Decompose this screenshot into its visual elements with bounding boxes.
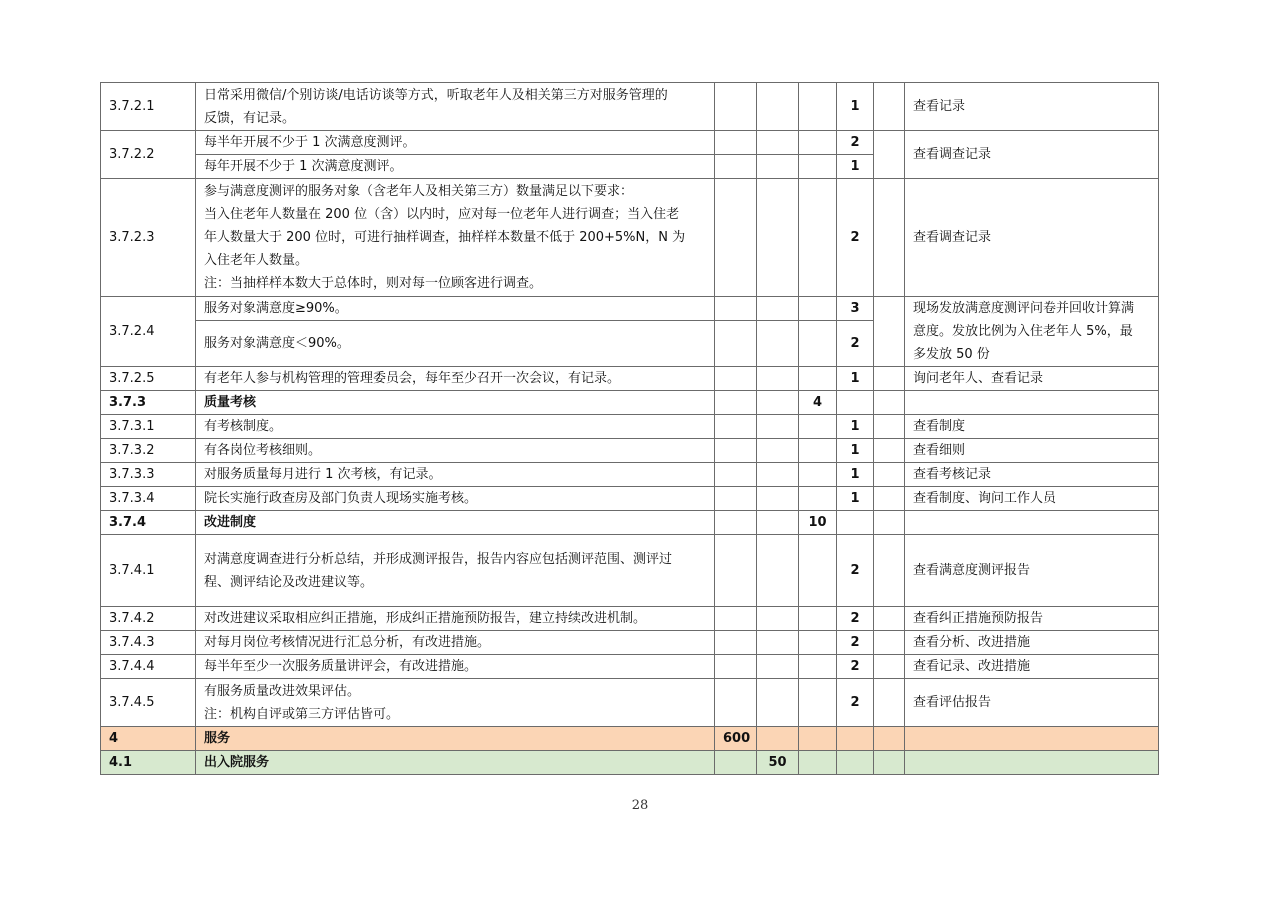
requirement-line: 对满意度调查进行分析总结，并形成测评报告，报告内容应包括测评范围、测评过 [204, 551, 673, 567]
empty-cell [715, 751, 757, 775]
empty-cell [715, 631, 757, 655]
empty-cell [757, 179, 799, 297]
evaluation-method: 查看考核记录 [905, 463, 1159, 487]
requirement-line: 程、测评结论及改进建议等。 [204, 574, 374, 590]
empty-cell [874, 631, 905, 655]
item-requirement: 院长实施行政查房及部门负责人现场实施考核。 [196, 487, 715, 511]
subsection-title: 质量考核 [196, 391, 715, 415]
method-line: 意度。发放比例为入住老年人 5%，最 [913, 324, 1133, 339]
empty-cell [874, 511, 905, 535]
section-code: 4 [101, 727, 196, 751]
empty-cell [874, 727, 905, 751]
empty-cell [905, 751, 1159, 775]
subsection-code: 3.7.4 [101, 511, 196, 535]
item-requirement: 有考核制度。 [196, 415, 715, 439]
item-score: 1 [837, 463, 874, 487]
evaluation-method: 查看调查记录 [905, 179, 1159, 297]
empty-cell [715, 535, 757, 607]
empty-cell [757, 727, 799, 751]
empty-cell [757, 679, 799, 727]
empty-cell [874, 415, 905, 439]
requirement-line: 入住老年人数量。 [204, 253, 309, 268]
item-code: 3.7.2.3 [101, 179, 196, 297]
empty-cell [874, 487, 905, 511]
empty-cell [799, 83, 837, 131]
item-code: 3.7.4.5 [101, 679, 196, 727]
empty-cell [874, 751, 905, 775]
empty-cell [715, 607, 757, 631]
empty-cell [874, 367, 905, 391]
evaluation-method: 查看制度 [905, 415, 1159, 439]
item-requirement [196, 679, 715, 727]
item-code: 3.7.2.1 [101, 83, 196, 131]
empty-cell [757, 131, 799, 155]
subsection-code: 4.1 [101, 751, 196, 775]
item-code: 3.7.4.4 [101, 655, 196, 679]
empty-cell [874, 131, 905, 179]
table-row [101, 655, 1159, 679]
table-row [101, 607, 1159, 631]
empty-cell [757, 655, 799, 679]
table-row [101, 297, 1159, 321]
empty-cell [757, 607, 799, 631]
subsection-title: 出入院服务 [196, 751, 715, 775]
table-row [101, 631, 1159, 655]
requirement-line: 注：机构自评或第三方评估皆可。 [204, 706, 400, 722]
empty-cell [715, 439, 757, 463]
item-requirement: 对服务质量每月进行 1 次考核，有记录。 [196, 463, 715, 487]
empty-cell [799, 321, 837, 367]
subsection-score: 50 [757, 751, 799, 775]
empty-cell [757, 83, 799, 131]
evaluation-method: 查看纠正措施预防报告 [905, 607, 1159, 631]
item-code: 3.7.4.2 [101, 607, 196, 631]
empty-cell [799, 727, 837, 751]
evaluation-method [905, 297, 1159, 367]
empty-cell [837, 751, 874, 775]
item-code: 3.7.3.4 [101, 487, 196, 511]
empty-cell [799, 367, 837, 391]
empty-cell [799, 607, 837, 631]
empty-cell [799, 439, 837, 463]
item-score: 2 [837, 179, 874, 297]
item-requirement: 每年开展不少于 1 次满意度测评。 [196, 155, 715, 179]
item-requirement: 服务对象满意度＜90%。 [196, 321, 715, 367]
empty-cell [799, 463, 837, 487]
empty-cell [837, 391, 874, 415]
item-requirement: 有老年人参与机构管理的管理委员会，每年至少召开一次会议，有记录。 [196, 367, 715, 391]
requirement-line: 年人数量大于 200 位时，可进行抽样调查，抽样样本数量不低于 200+5%N，N 为 [204, 230, 686, 245]
empty-cell [757, 415, 799, 439]
empty-cell [715, 367, 757, 391]
table-row [101, 83, 1159, 131]
empty-cell [757, 367, 799, 391]
subsection-row [101, 751, 1159, 775]
item-requirement: 每半年开展不少于 1 次满意度测评。 [196, 131, 715, 155]
empty-cell [874, 439, 905, 463]
empty-cell [874, 297, 905, 367]
empty-cell [757, 321, 799, 367]
evaluation-method: 查看记录 [905, 83, 1159, 131]
item-requirement: 对每月岗位考核情况进行汇总分析，有改进措施。 [196, 631, 715, 655]
item-score: 1 [837, 487, 874, 511]
evaluation-table [100, 82, 1159, 775]
table-row [101, 487, 1159, 511]
evaluation-method: 查看细则 [905, 439, 1159, 463]
empty-cell [715, 679, 757, 727]
evaluation-method: 查看调查记录 [905, 131, 1159, 179]
subsection-score: 10 [799, 511, 837, 535]
empty-cell [715, 655, 757, 679]
empty-cell [874, 391, 905, 415]
item-score: 1 [837, 415, 874, 439]
table-row [101, 463, 1159, 487]
empty-cell [799, 655, 837, 679]
empty-cell [905, 511, 1159, 535]
empty-cell [874, 679, 905, 727]
item-code: 3.7.2.2 [101, 131, 196, 179]
empty-cell [905, 391, 1159, 415]
empty-cell [757, 439, 799, 463]
subsection-row [101, 391, 1159, 415]
empty-cell [799, 155, 837, 179]
empty-cell [799, 131, 837, 155]
empty-cell [757, 631, 799, 655]
empty-cell [874, 463, 905, 487]
section-row [101, 727, 1159, 751]
empty-cell [799, 535, 837, 607]
item-code: 3.7.3.2 [101, 439, 196, 463]
requirement-line: 注：当抽样样本数大于总体时，则对每一位顾客进行调查。 [204, 276, 543, 291]
subsection-score: 4 [799, 391, 837, 415]
empty-cell [715, 179, 757, 297]
subsection-title: 改进制度 [196, 511, 715, 535]
item-score: 2 [837, 607, 874, 631]
empty-cell [715, 391, 757, 415]
item-score: 3 [837, 297, 874, 321]
item-requirement: 对改进建议采取相应纠正措施，形成纠正措施预防报告，建立持续改进机制。 [196, 607, 715, 631]
item-score: 2 [837, 679, 874, 727]
requirement-line: 反馈，有记录。 [204, 110, 296, 126]
empty-cell [799, 679, 837, 727]
table-row [101, 367, 1159, 391]
item-requirement [196, 179, 715, 297]
empty-cell [837, 727, 874, 751]
method-line: 多发放 50 份 [913, 347, 990, 362]
empty-cell [837, 511, 874, 535]
empty-cell [715, 297, 757, 321]
empty-cell [874, 83, 905, 131]
empty-cell [757, 487, 799, 511]
requirement-line: 有服务质量改进效果评估。 [204, 683, 361, 699]
item-score: 2 [837, 321, 874, 367]
empty-cell [757, 511, 799, 535]
empty-cell [799, 751, 837, 775]
item-score: 2 [837, 131, 874, 155]
item-score: 1 [837, 439, 874, 463]
empty-cell [715, 511, 757, 535]
empty-cell [757, 463, 799, 487]
empty-cell [757, 535, 799, 607]
item-code: 3.7.2.4 [101, 297, 196, 367]
empty-cell [905, 727, 1159, 751]
empty-cell [757, 297, 799, 321]
item-score: 2 [837, 655, 874, 679]
item-code: 3.7.3.1 [101, 415, 196, 439]
empty-cell [715, 463, 757, 487]
empty-cell [874, 655, 905, 679]
method-line: 现场发放满意度测评问卷并回收计算满 [913, 301, 1135, 316]
empty-cell [715, 155, 757, 179]
requirement-line: 参与满意度测评的服务对象（含老年人及相关第三方）数量满足以下要求： [204, 184, 634, 199]
empty-cell [799, 415, 837, 439]
subsection-row [101, 511, 1159, 535]
table-row [101, 415, 1159, 439]
table-row [101, 535, 1159, 607]
evaluation-method: 查看满意度测评报告 [905, 535, 1159, 607]
item-score: 1 [837, 155, 874, 179]
item-requirement [196, 83, 715, 131]
empty-cell [799, 487, 837, 511]
table-row [101, 131, 1159, 155]
item-score: 2 [837, 535, 874, 607]
item-code: 3.7.4.3 [101, 631, 196, 655]
item-requirement: 有各岗位考核细则。 [196, 439, 715, 463]
empty-cell [715, 131, 757, 155]
empty-cell [799, 179, 837, 297]
evaluation-method: 询问老年人、查看记录 [905, 367, 1159, 391]
empty-cell [715, 415, 757, 439]
page-number: 28 [631, 798, 649, 813]
empty-cell [757, 155, 799, 179]
item-requirement: 服务对象满意度≥90%。 [196, 297, 715, 321]
item-code: 3.7.3.3 [101, 463, 196, 487]
evaluation-method: 查看制度、询问工作人员 [905, 487, 1159, 511]
section-total-score: 600 [715, 727, 757, 751]
evaluation-method: 查看分析、改进措施 [905, 631, 1159, 655]
requirement-line: 日常采用微信/个别访谈/电话访谈等方式，听取老年人及相关第三方对服务管理的 [204, 87, 668, 103]
empty-cell [799, 631, 837, 655]
item-score: 2 [837, 631, 874, 655]
evaluation-method: 查看评估报告 [905, 679, 1159, 727]
empty-cell [874, 179, 905, 297]
table-row [101, 439, 1159, 463]
empty-cell [757, 391, 799, 415]
empty-cell [874, 607, 905, 631]
evaluation-method: 查看记录、改进措施 [905, 655, 1159, 679]
item-score: 1 [837, 367, 874, 391]
item-requirement: 每半年至少一次服务质量讲评会，有改进措施。 [196, 655, 715, 679]
table-row [101, 679, 1159, 727]
empty-cell [715, 487, 757, 511]
subsection-code: 3.7.3 [101, 391, 196, 415]
section-title: 服务 [196, 727, 715, 751]
item-score: 1 [837, 83, 874, 131]
empty-cell [715, 321, 757, 367]
empty-cell [799, 297, 837, 321]
empty-cell [874, 535, 905, 607]
item-code: 3.7.4.1 [101, 535, 196, 607]
item-requirement [196, 535, 715, 607]
item-code: 3.7.2.5 [101, 367, 196, 391]
empty-cell [715, 83, 757, 131]
requirement-line: 当入住老年人数量在 200 位（含）以内时，应对每一位老年人进行调查；当入住老 [204, 207, 680, 222]
table-row [101, 179, 1159, 297]
